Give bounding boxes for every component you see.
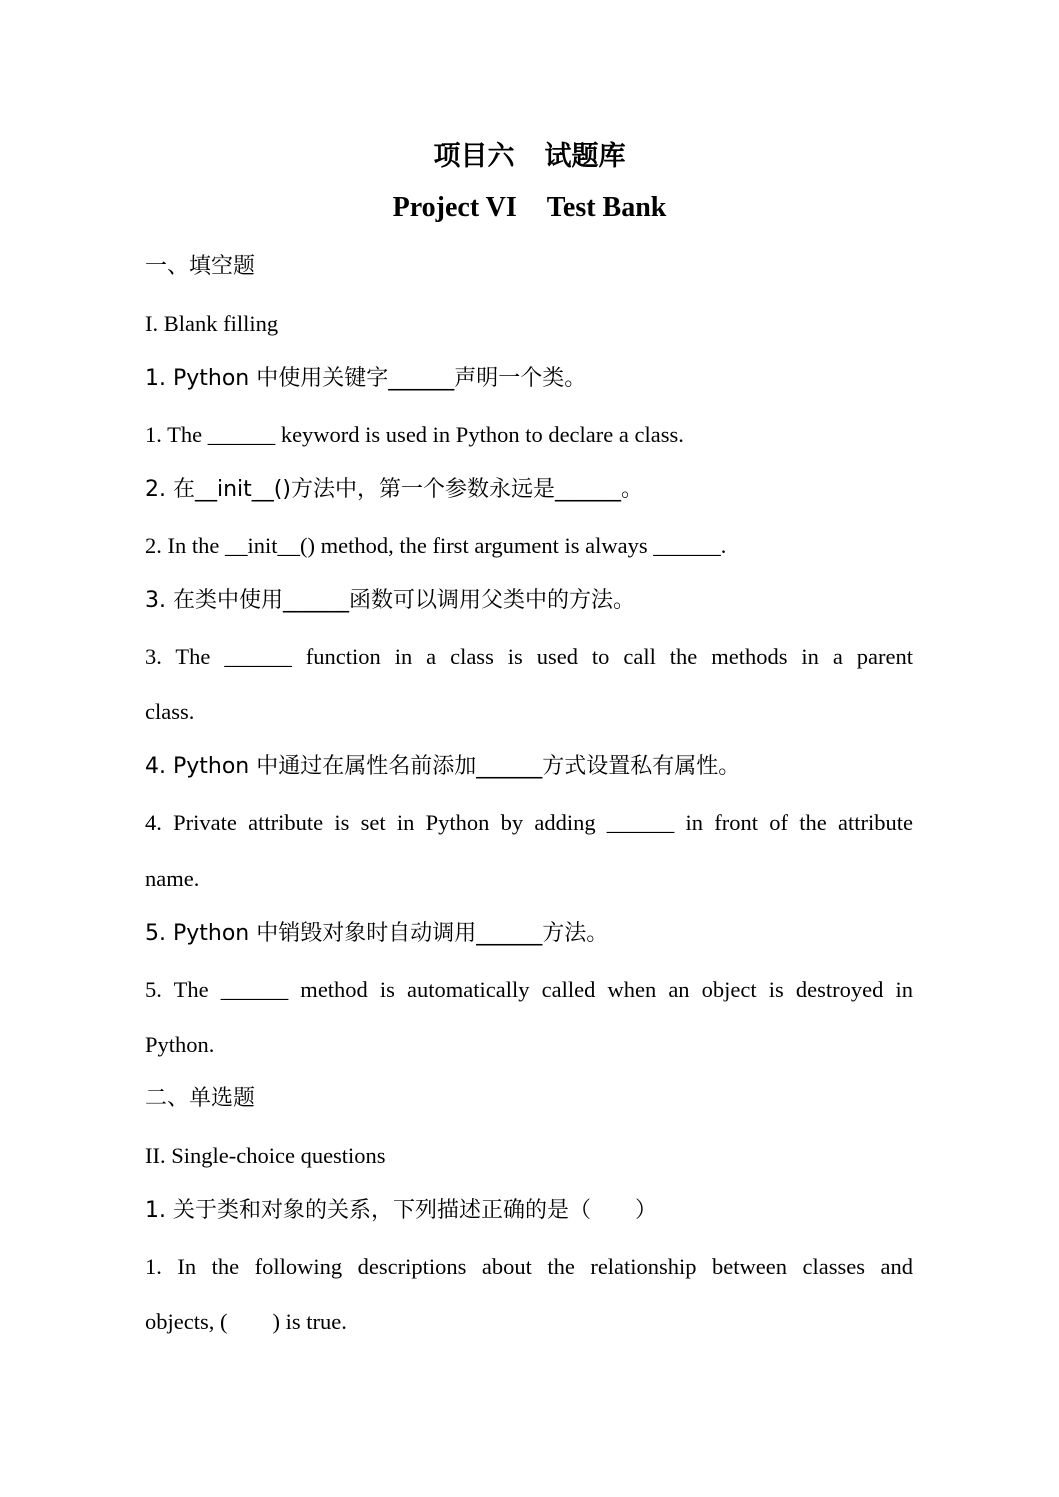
- question-3-en-line-2: class.: [145, 699, 195, 724]
- choice-question-1-en-line-1: 1. In the following descriptions about the relationship between classes and: [145, 1254, 913, 1279]
- question-2-en: 2. In the __init__() method, the first argument is always ______.: [145, 533, 727, 558]
- title-en-part-2: Test Bank: [546, 192, 667, 223]
- question-5-en-line-1: 5. The ______ method is automatically called when an object is destroyed in: [145, 977, 913, 1002]
- question-1-en: 1. The ______ keyword is used in Python to declare a class.: [145, 422, 684, 447]
- question-3-en-line-1: 3. The ______ function in a class is used to call the methods in a parent: [145, 644, 913, 669]
- section-heading-single-choice-en: II. Single-choice questions: [145, 1143, 386, 1168]
- question-4-en-line-2: name.: [145, 866, 200, 891]
- document-title-chinese: [0, 134, 1059, 173]
- title-en-part-1: Project VI: [392, 192, 517, 223]
- section-heading-blank-filling-cn: 一、填空题: [145, 254, 256, 279]
- title-cn-part-1: 项目六: [433, 141, 515, 172]
- question-2-cn: 2. 在__init__()方法中，第一个参数永远是______。: [145, 477, 643, 502]
- section-heading-blank-filling-en: I. Blank filling: [145, 311, 279, 336]
- question-4-cn: 4. Python 中通过在属性名前添加______方式设置私有属性。: [145, 754, 741, 779]
- question-4-en-line-1: 4. Private attribute is set in Python by adding ______ in front of the attribute: [145, 810, 913, 835]
- question-1-cn: 1. Python 中使用关键字______声明一个类。: [145, 366, 587, 391]
- section-heading-single-choice-cn: 二、单选题: [145, 1086, 256, 1111]
- title-cn-part-2: 试题库: [544, 141, 626, 172]
- choice-question-1-en-line-2: objects, ( ) is true.: [145, 1309, 347, 1334]
- question-5-en-line-2: Python.: [145, 1032, 215, 1057]
- choice-question-1-cn: 1. 关于类和对象的关系，下列描述正确的是（ ）: [145, 1198, 657, 1223]
- question-3-cn: 3. 在类中使用______函数可以调用父类中的方法。: [145, 588, 635, 613]
- document-title-english: [0, 192, 1059, 224]
- question-5-cn: 5. Python 中销毁对象时自动调用______方法。: [145, 921, 609, 946]
